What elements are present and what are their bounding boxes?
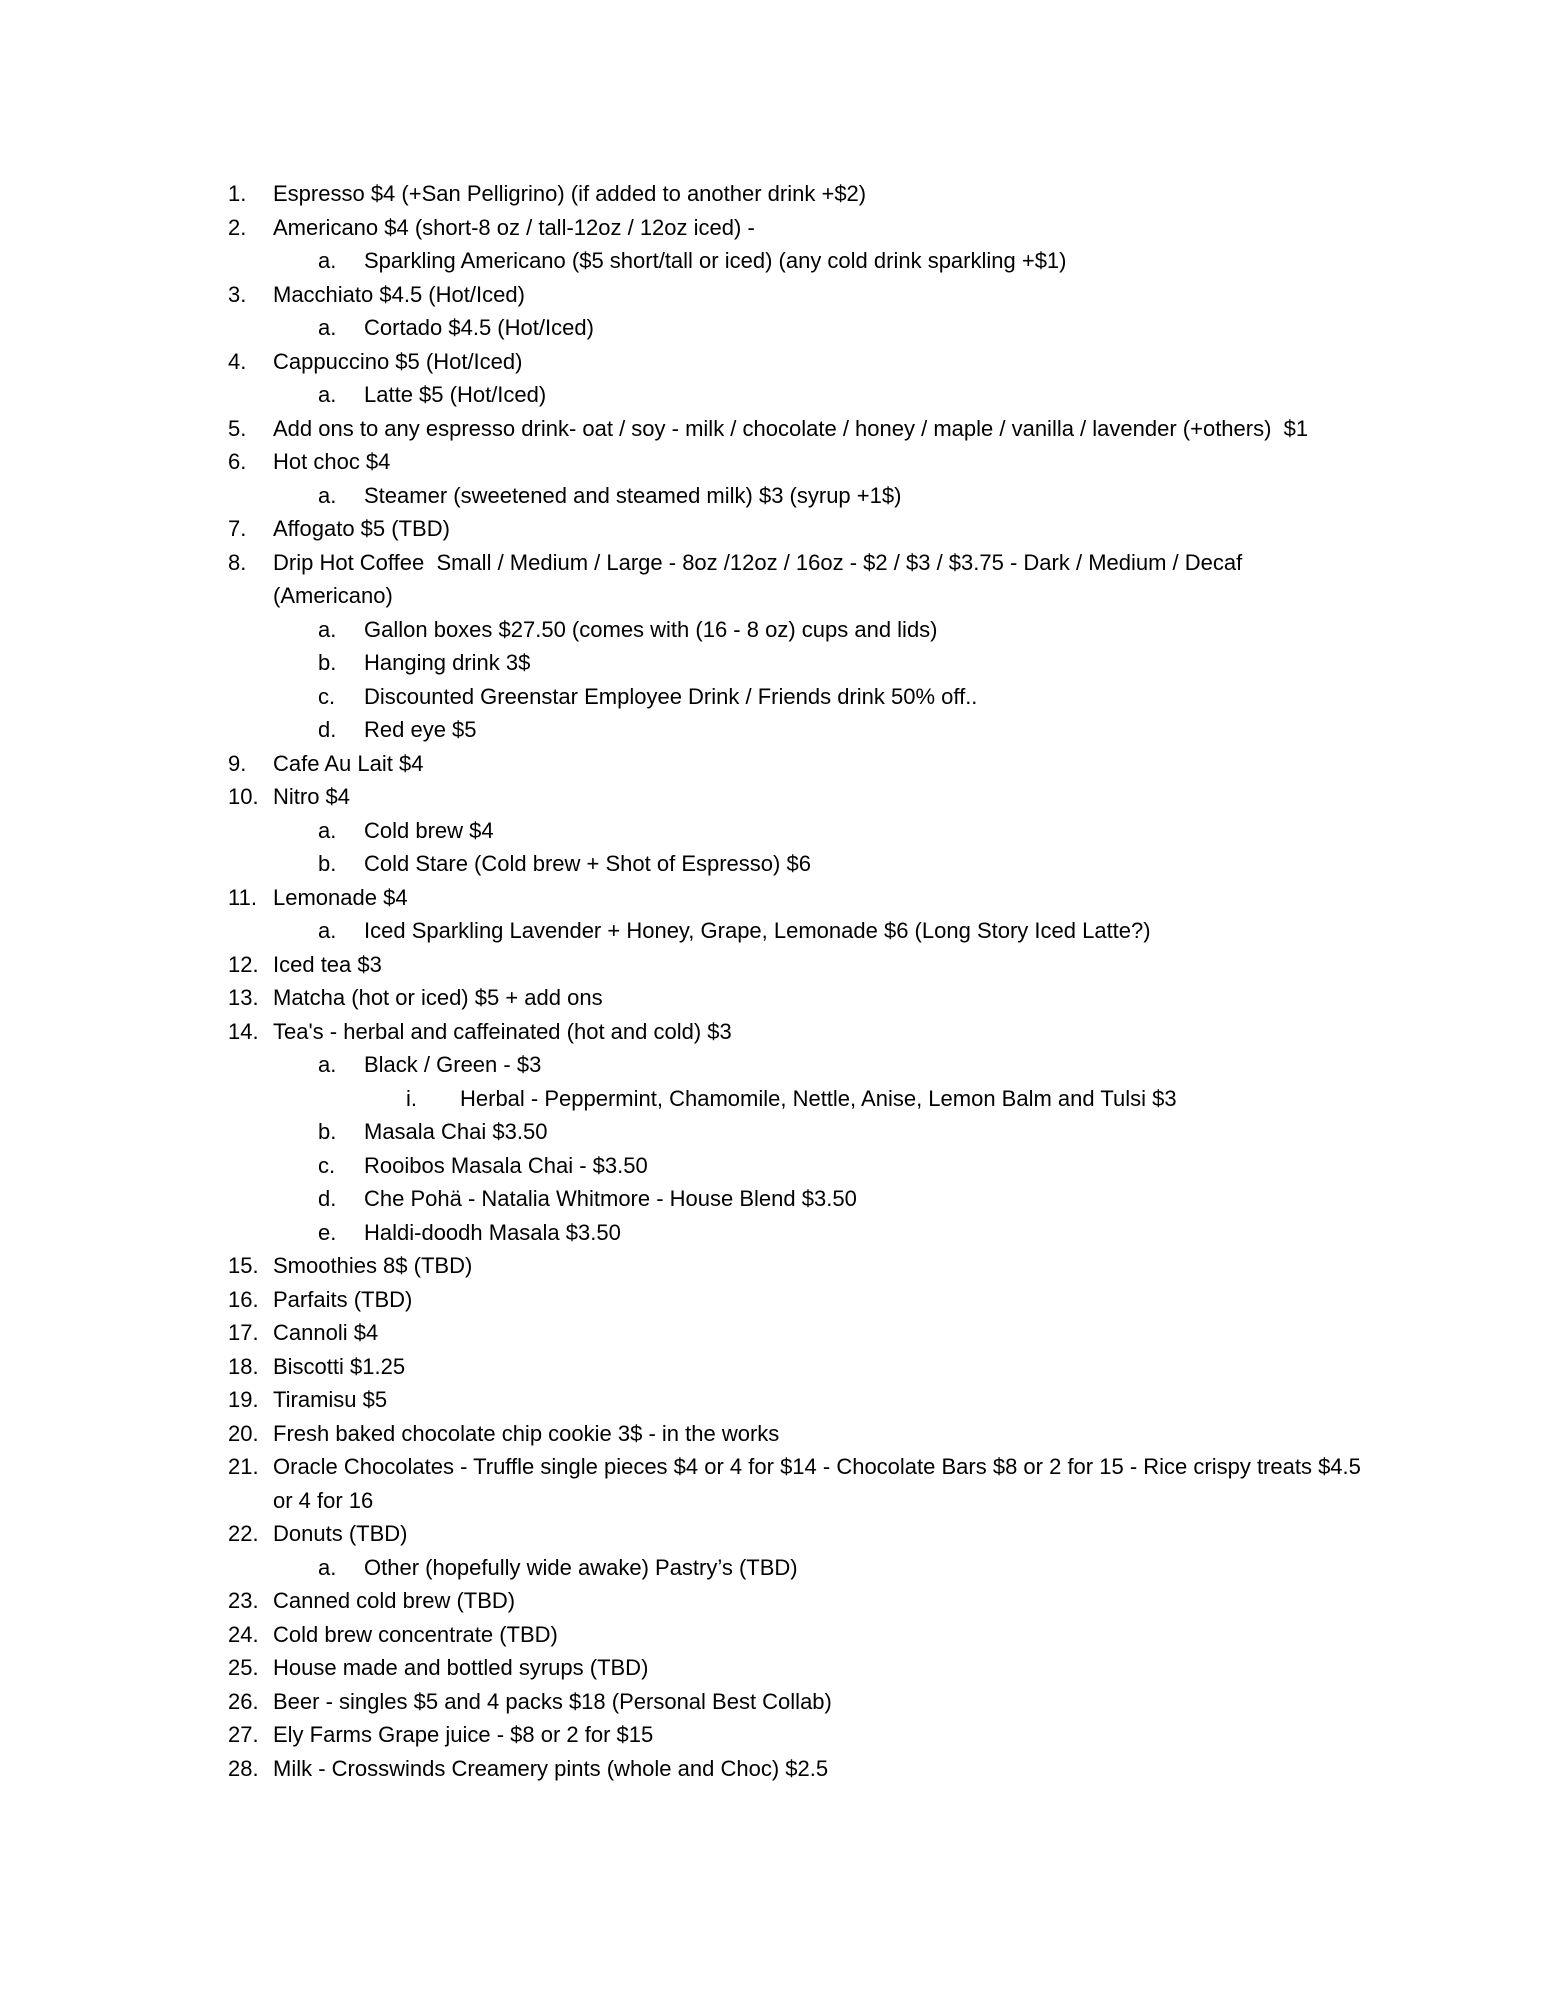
list-item-text: Parfaits (TBD): [273, 1286, 413, 1312]
list-marker: 11.: [228, 884, 257, 910]
list-marker: a.: [318, 918, 337, 943]
list-item: [0, 613, 1363, 647]
list-marker: 13.: [228, 985, 259, 1010]
list-item: [0, 1584, 1363, 1618]
list-marker: a.: [318, 482, 337, 508]
list-marker: 14.: [228, 1018, 259, 1044]
list-item-text: Milk - Crosswinds Creamery pints (whole and Choc) $2.5: [273, 1755, 829, 1781]
list-marker: a.: [318, 616, 337, 642]
list-item-text: Lemonade $4: [273, 884, 408, 910]
list-marker: a.: [318, 817, 337, 843]
list-marker: c.: [318, 683, 336, 709]
list-item-text: Red eye $5: [364, 717, 477, 742]
list-item-text: Masala Chai $3.50: [364, 1119, 548, 1144]
list-item: [0, 814, 1363, 848]
list-item-text: Black / Green - $3: [364, 1052, 542, 1077]
list-marker: 23.: [228, 1588, 259, 1613]
list-marker: 7.: [228, 516, 247, 541]
list-item: [0, 1316, 1363, 1350]
list-item: [0, 747, 1363, 781]
list-marker: a.: [318, 1052, 337, 1077]
list-item: [0, 847, 1363, 881]
list-item: [0, 1417, 1363, 1451]
list-marker: a.: [318, 248, 337, 273]
list-item: [0, 680, 1363, 714]
list-item-text: Steamer (sweetened and steamed milk) $3 (syrup +1$): [364, 482, 902, 508]
list-marker: 2.: [228, 214, 247, 240]
list-item-text: Tiramisu $5: [273, 1387, 388, 1412]
list-item-text: Smoothies 8$ (TBD): [273, 1253, 473, 1278]
list-marker: 19.: [228, 1387, 259, 1412]
list-marker: 20.: [228, 1420, 259, 1446]
list-item-text: Fresh baked chocolate chip cookie 3$ - in the works: [273, 1420, 780, 1446]
list-marker: 5.: [228, 415, 247, 441]
list-marker: 10.: [228, 784, 259, 809]
list-marker: d.: [318, 1186, 337, 1211]
list-marker: 22.: [228, 1521, 259, 1546]
list-marker: 25.: [228, 1655, 259, 1680]
list-item-text: Americano $4 (short-8 oz / tall-12oz / 12oz iced) -: [273, 214, 755, 240]
list-item-text: Other (hopefully wide awake) Pastry’s (TBD): [364, 1554, 798, 1580]
list-marker: 24.: [228, 1621, 259, 1647]
list-marker: 8.: [228, 549, 247, 575]
list-item-text: Latte $5 (Hot/Iced): [364, 382, 547, 407]
list-marker: 6.: [228, 449, 247, 474]
list-item: [0, 345, 1363, 379]
list-item: [0, 1082, 1363, 1116]
list-item-text: Add ons to any espresso drink- oat / soy - milk / chocolate / honey / maple / vanilla / lavender (+others) $1: [273, 415, 1309, 441]
list-item-text: Cold brew concentrate (TBD): [273, 1621, 558, 1647]
list-item: [0, 311, 1363, 345]
list-marker: b.: [318, 650, 337, 675]
list-marker: 28.: [228, 1755, 259, 1781]
list-item: [0, 1182, 1363, 1216]
list-item: [0, 177, 1363, 211]
list-marker: e.: [318, 1219, 337, 1245]
list-marker: a.: [318, 1554, 337, 1580]
list-item: [0, 278, 1363, 312]
list-marker: 1.: [228, 181, 247, 206]
list-item: [0, 1618, 1363, 1652]
list-item: [0, 1450, 1368, 1517]
list-item: [0, 479, 1363, 513]
list-item-text: House made and bottled syrups (TBD): [273, 1655, 649, 1680]
list-item-text: Espresso $4 (+San Pelligrino) (if added to another drink +$2): [273, 181, 867, 206]
list-item: [0, 1685, 1363, 1719]
list-item: [0, 1651, 1363, 1685]
list-item-text: Cafe Au Lait $4: [273, 750, 424, 776]
list-item-text: Cold Stare (Cold brew + Shot of Espresso) $6: [364, 851, 811, 876]
list-item-text: Nitro $4: [273, 784, 351, 809]
list-item: [0, 546, 1363, 613]
list-item-text: Iced Sparkling Lavender + Honey, Grape, Lemonade $6 (Long Story Iced Latte?): [364, 918, 1151, 943]
list-item-text: Drip Hot Coffee Small / Medium / Large - 8oz /12oz / 16oz - $2 / $3 / $3.75 - Dark / Medium / Decaf (Americano): [273, 549, 1249, 608]
menu-list: [0, 177, 1545, 1785]
list-item-text: Cold brew $4: [364, 817, 494, 843]
list-marker: 18.: [228, 1353, 259, 1379]
list-item-text: Macchiato $4.5 (Hot/Iced): [273, 281, 525, 307]
list-item: [0, 1015, 1363, 1049]
list-marker: d.: [318, 717, 337, 742]
list-item: [0, 914, 1363, 948]
list-item: [0, 780, 1363, 814]
list-item: [0, 1283, 1363, 1317]
list-item: [0, 1249, 1363, 1283]
list-item-text: Che Pohä - Natalia Whitmore - House Blend $3.50: [364, 1186, 857, 1211]
list-item: [0, 1551, 1363, 1585]
list-item-text: Haldi-doodh Masala $3.50: [364, 1219, 621, 1245]
list-item-text: Ely Farms Grape juice - $8 or 2 for $15: [273, 1722, 654, 1747]
list-marker: a.: [318, 382, 337, 407]
list-item-text: Hanging drink 3$: [364, 650, 531, 675]
list-marker: 12.: [228, 951, 259, 977]
list-item-text: Donuts (TBD): [273, 1521, 408, 1546]
list-item-text: Beer - singles $5 and 4 packs $18 (Personal Best Collab): [273, 1688, 832, 1714]
list-marker: 26.: [228, 1688, 259, 1714]
list-item-text: Cannoli $4: [273, 1320, 379, 1345]
list-item-text: Matcha (hot or iced) $5 + add ons: [273, 985, 603, 1010]
list-item-text: Canned cold brew (TBD): [273, 1588, 516, 1613]
list-item: [0, 412, 1363, 446]
list-item-text: Cappuccino $5 (Hot/Iced): [273, 348, 523, 374]
list-marker: c.: [318, 1152, 336, 1178]
list-marker: 16.: [228, 1286, 259, 1312]
list-item: [0, 244, 1363, 278]
list-item-text: Tea's - herbal and caffeinated (hot and cold) $3: [273, 1018, 732, 1044]
list-item-text: Rooibos Masala Chai - $3.50: [364, 1152, 648, 1178]
list-item: [0, 646, 1363, 680]
list-item-text: Biscotti $1.25: [273, 1353, 406, 1379]
list-marker: 21.: [228, 1454, 259, 1479]
list-item-text: Sparkling Americano ($5 short/tall or iced) (any cold drink sparkling +$1): [364, 248, 1067, 273]
list-marker: b.: [318, 1119, 337, 1144]
list-item-text: Oracle Chocolates - Truffle single pieces $4 or 4 for $14 - Chocolate Bars $8 or 2 for 15 - Rice crispy treats $4.5 or 4 for 16: [273, 1454, 1368, 1513]
list-marker: 17.: [228, 1320, 259, 1345]
list-item-text: Cortado $4.5 (Hot/Iced): [364, 315, 594, 340]
list-item: [0, 1350, 1363, 1384]
list-item: [0, 1048, 1363, 1082]
list-marker: b.: [318, 851, 337, 876]
list-marker: 9.: [228, 750, 247, 776]
list-marker: i.: [406, 1085, 417, 1111]
list-item: [0, 948, 1363, 982]
list-marker: 3.: [228, 281, 247, 307]
list-item: [0, 981, 1363, 1015]
list-item: [0, 1752, 1363, 1786]
list-item: [0, 378, 1363, 412]
list-item-text: Affogato $5 (TBD): [273, 516, 450, 541]
list-item: [0, 1517, 1363, 1551]
list-item: [0, 881, 1363, 915]
list-item: [0, 1115, 1363, 1149]
list-item: [0, 445, 1363, 479]
list-marker: 15.: [228, 1253, 259, 1278]
list-item-text: Discounted Greenstar Employee Drink / Friends drink 50% off..: [364, 683, 978, 709]
list-item: [0, 512, 1363, 546]
list-item: [0, 713, 1363, 747]
list-item: [0, 1718, 1363, 1752]
list-item: [0, 211, 1363, 245]
list-item-text: Hot choc $4: [273, 449, 391, 474]
list-item: [0, 1149, 1363, 1183]
list-item-text: Iced tea $3: [273, 951, 382, 977]
list-marker: a.: [318, 315, 337, 340]
list-item-text: Gallon boxes $27.50 (comes with (16 - 8 oz) cups and lids): [364, 616, 938, 642]
list-item: [0, 1216, 1363, 1250]
list-item-text: Herbal - Peppermint, Chamomile, Nettle, Anise, Lemon Balm and Tulsi $3: [460, 1085, 1177, 1111]
list-item: [0, 1383, 1363, 1417]
list-marker: 4.: [228, 348, 247, 374]
list-marker: 27.: [228, 1722, 259, 1747]
